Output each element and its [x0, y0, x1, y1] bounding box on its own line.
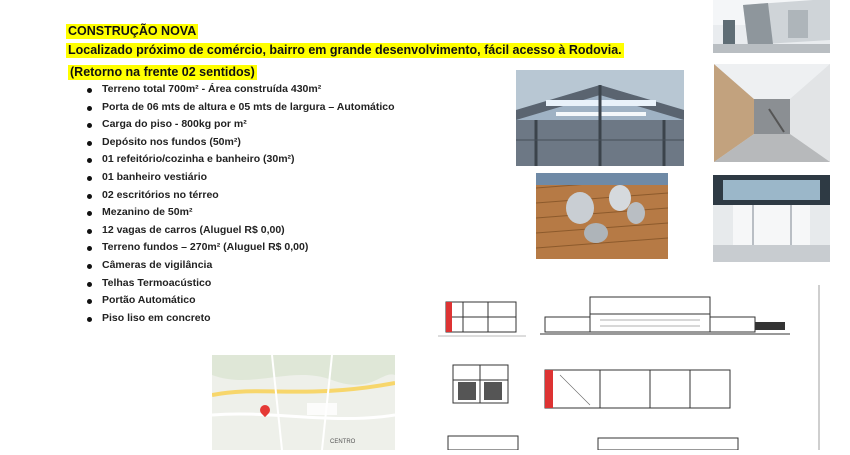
feature-list — [84, 81, 395, 327]
feature-item: Carga do piso - 800kg por m² — [84, 116, 395, 134]
feature-item: Telhas Termoacústico — [84, 275, 395, 293]
exterior-render-photo — [713, 0, 830, 53]
feature-item: Terreno fundos – 270m² (Aluguel R$ 0,00) — [84, 239, 395, 257]
page-title: CONSTRUÇÃO NOVA — [68, 24, 197, 38]
roof-plan-drawing — [438, 428, 758, 450]
feature-item: Piso liso em concreto — [84, 310, 395, 328]
feature-item: 01 banheiro vestiário — [84, 169, 395, 187]
warehouse-roof-photo — [516, 70, 684, 166]
front-elevation-drawing — [438, 360, 528, 410]
feature-item: Portão Automático — [84, 292, 395, 310]
section-drawing — [540, 365, 740, 413]
feature-item: Depósito nos fundos (50m²) — [84, 134, 395, 152]
feature-item: 01 refeitório/cozinha e banheiro (30m²) — [84, 151, 395, 169]
feature-item: Mezanino de 50m² — [84, 204, 395, 222]
return-note: (Retorno na frente 02 sentidos) — [70, 65, 255, 79]
roof-ventilators-photo — [536, 173, 668, 259]
feature-item: 12 vagas de carros (Aluguel R$ 0,00) — [84, 222, 395, 240]
side-elevation-drawing — [540, 292, 790, 342]
interior-gate-photo — [713, 175, 830, 262]
feature-item: Terreno total 700m² - Área construída 430m² — [84, 81, 395, 99]
location-description: Localizado próximo de comércio, bairro em grande desenvolvimento, fácil acesso à Rodovia. — [68, 43, 622, 57]
interior-corridor-photo — [714, 64, 830, 162]
floor-plan-drawing — [438, 292, 528, 342]
location-map — [212, 355, 395, 450]
drawing-border-line — [818, 285, 820, 450]
feature-item: Câmeras de vigilância — [84, 257, 395, 275]
feature-item: Porta de 06 mts de altura e 05 mts de largura – Automático — [84, 99, 395, 117]
feature-item: 02 escritórios no térreo — [84, 187, 395, 205]
map-label-centro: CENTRO — [330, 439, 356, 445]
